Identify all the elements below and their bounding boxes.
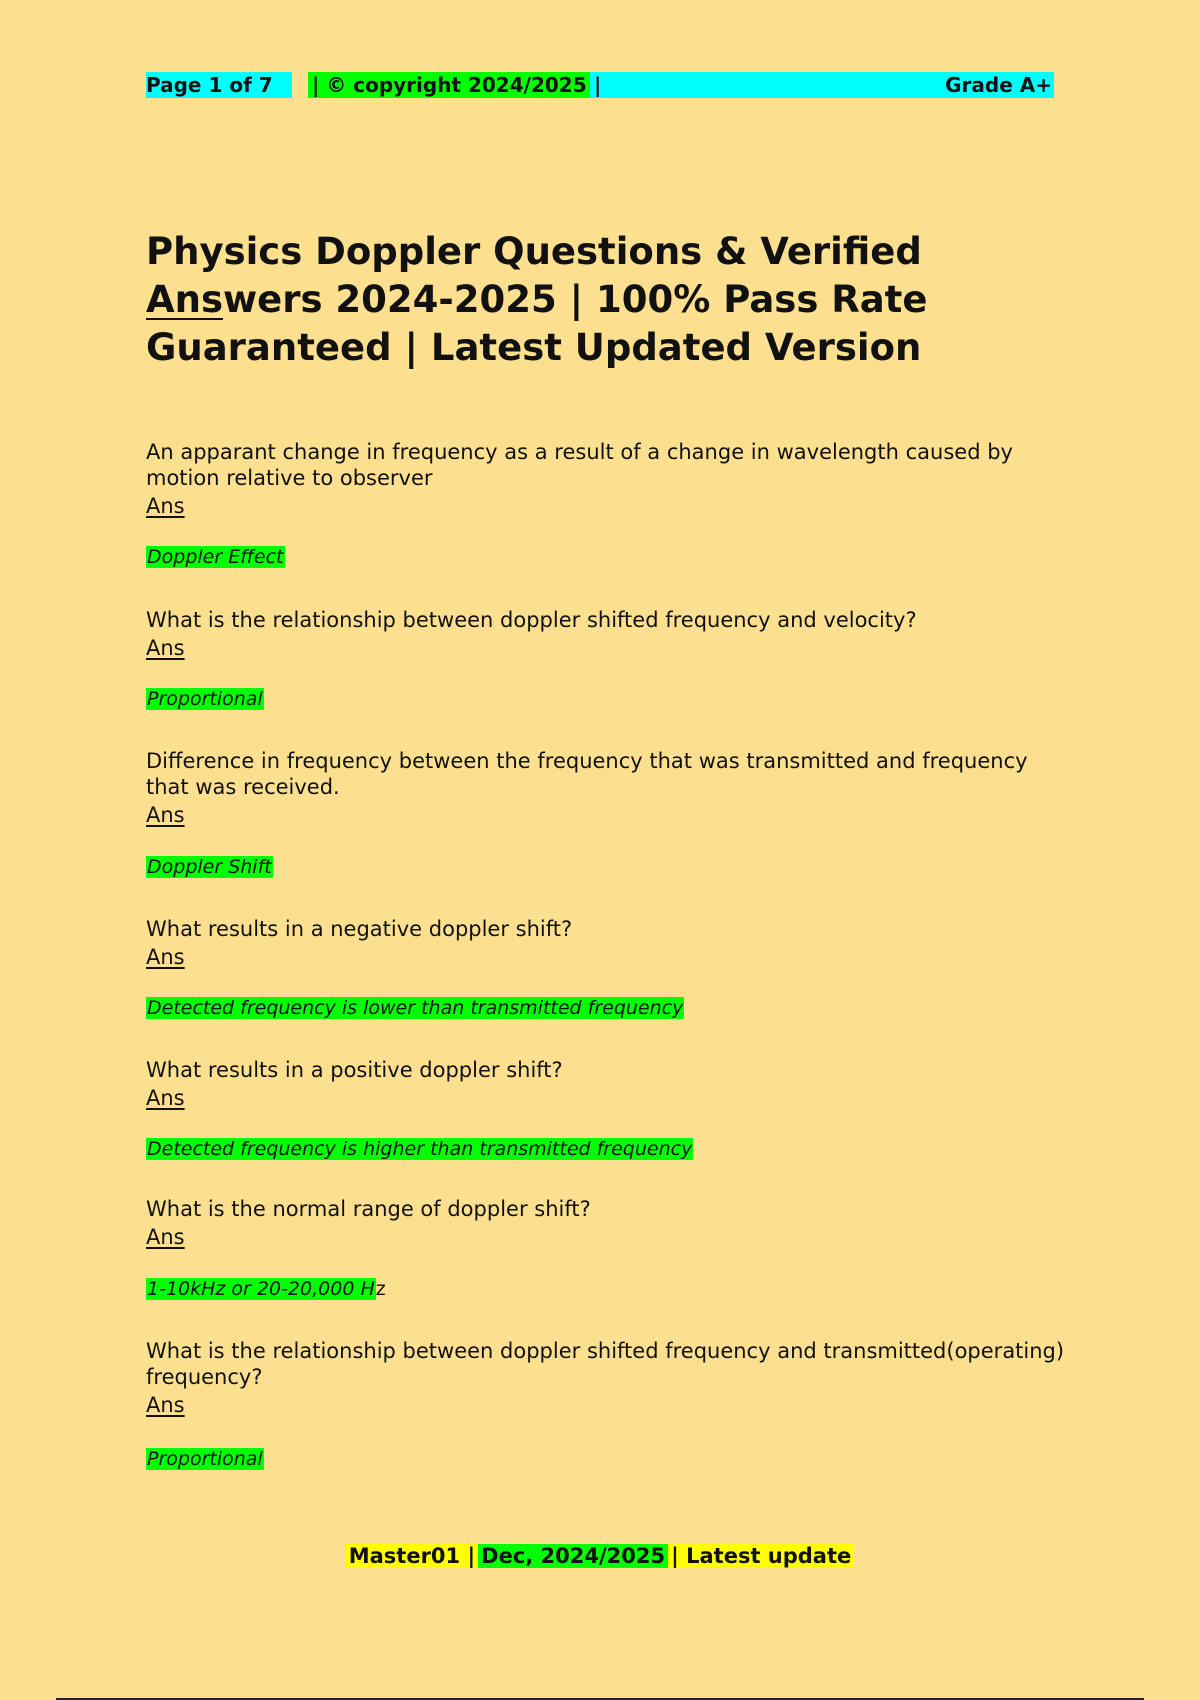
answer-7: Proportional xyxy=(147,1448,263,1470)
question-block-5 xyxy=(146,1057,1066,1111)
copyright-notice: | © copyright 2024/2025 xyxy=(308,72,591,98)
question-block-2 xyxy=(146,607,1066,661)
ans-label: Ans xyxy=(146,945,185,969)
ans-label: Ans xyxy=(146,1086,185,1110)
ans-label: Ans xyxy=(146,1225,185,1249)
answer-3: Doppler Shift xyxy=(147,856,272,878)
question-text: What is the relationship between doppler shifted frequency and transmitted(operating) frequency? xyxy=(146,1339,1065,1389)
question-text: What results in a negative doppler shift? xyxy=(146,917,573,941)
footer-update: | Latest update xyxy=(668,1544,854,1568)
question-text: What is the normal range of doppler shift? xyxy=(146,1197,591,1221)
question-block-1 xyxy=(146,439,1066,519)
ans-label: Ans xyxy=(146,636,185,660)
footer-author: Master01 | xyxy=(346,1544,478,1568)
header-separator: | xyxy=(594,73,602,97)
grade-bar xyxy=(590,72,1054,98)
question-block-4 xyxy=(146,916,1066,970)
grade-label: Grade A+ xyxy=(945,73,1052,97)
question-block-3 xyxy=(146,748,1066,828)
question-block-7 xyxy=(146,1338,1066,1418)
page-header xyxy=(146,72,1054,98)
answer-5: Detected frequency is higher than transmitted frequency xyxy=(147,1138,693,1160)
footer-date: Dec, 2024/2025 xyxy=(478,1544,668,1568)
question-text: What is the relationship between doppler shifted frequency and velocity? xyxy=(146,608,917,632)
ans-label: Ans xyxy=(146,1393,185,1417)
question-text: What results in a positive doppler shift? xyxy=(146,1058,563,1082)
question-block-6 xyxy=(146,1196,1066,1250)
page-footer xyxy=(0,1542,1200,1570)
question-text: An apparant change in frequency as a result of a change in wavelength caused by motion relative to observer xyxy=(146,440,1013,490)
answer-4: Detected frequency is lower than transmitted frequency xyxy=(147,997,684,1019)
page-number: Page 1 of 7 xyxy=(146,72,292,98)
answer-1: Doppler Effect xyxy=(147,546,284,568)
answer-2: Proportional xyxy=(147,688,263,710)
ans-label: Ans xyxy=(146,494,185,518)
ans-label: Ans xyxy=(146,803,185,827)
document-title: Physics Doppler Questions & Verified Answers 2024-2025 | 100% Pass Rate Guaranteed | Latest Updated Version xyxy=(146,230,928,369)
question-text: Difference in frequency between the frequency that was transmitted and frequency that was received. xyxy=(146,749,1028,799)
answer-6: 1-10kHz or 20-20,000 Hz xyxy=(147,1278,386,1300)
